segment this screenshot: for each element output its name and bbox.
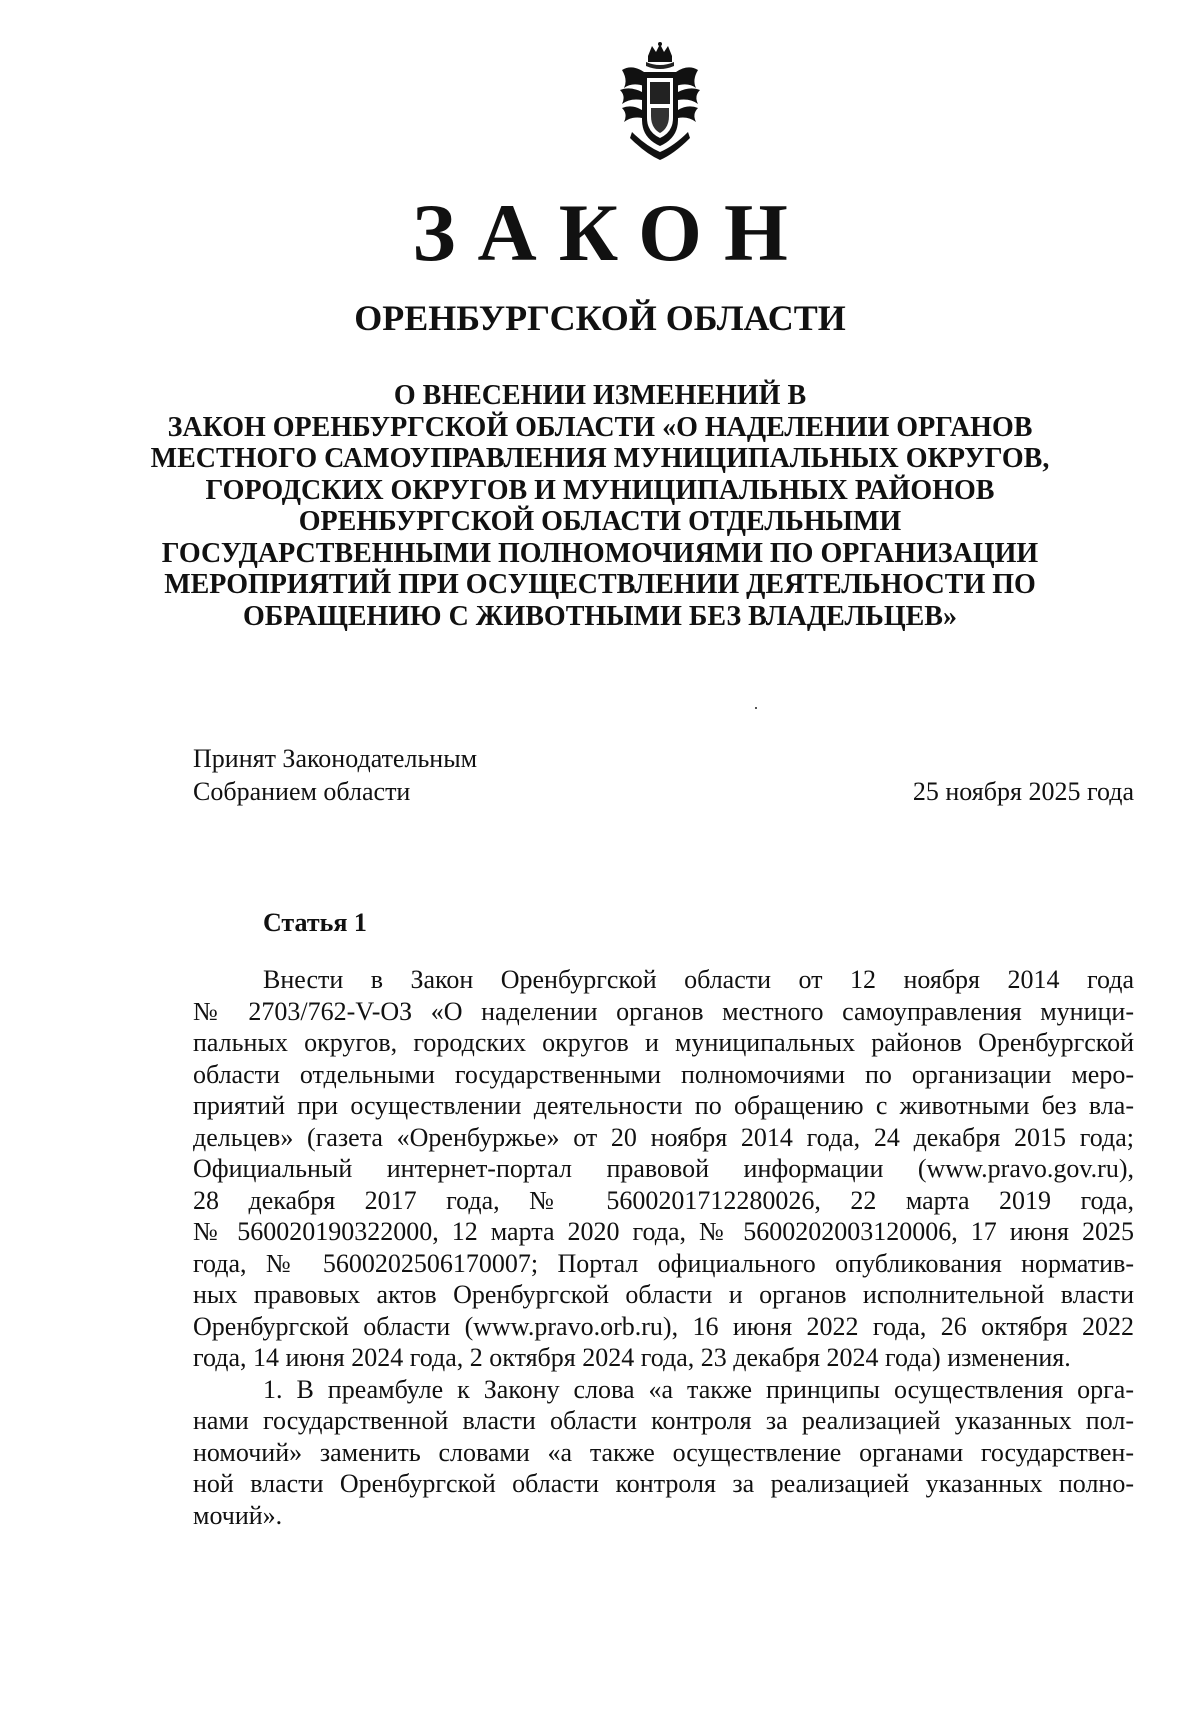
body-line: № 560020190322000, 12 марта 2020 года, № 5600202003120006, 17 июня 2025 bbox=[193, 1217, 1134, 1246]
body-line: № 2703/762-V-ОЗ «О наделении органов местного самоуправления муници- bbox=[193, 996, 1134, 1026]
coat-of-arms-icon bbox=[618, 42, 702, 160]
body-line: приятий при осуществлении деятельности по обращению с животными без вла- bbox=[193, 1091, 1134, 1120]
title-line: ГОРОДСКИХ ОКРУГОВ И МУНИЦИПАЛЬНЫХ РАЙОНОВ bbox=[205, 474, 995, 506]
body-line: области отдельными государственными полномочиями по организации меро- bbox=[193, 1059, 1134, 1089]
title-line: О ВНЕСЕНИИ ИЗМЕНЕНИЙ В bbox=[393, 380, 807, 411]
body-line: мочий». bbox=[193, 1500, 283, 1530]
adoption-line: Собранием области bbox=[193, 777, 411, 806]
article-heading: Статья 1 bbox=[263, 908, 367, 937]
scan-speck bbox=[755, 707, 757, 709]
title-line: ОРЕНБУРГСКОЙ ОБЛАСТИ ОТДЕЛЬНЫМИ bbox=[298, 506, 902, 537]
body-line: нами государственной власти области контроля за реализацией указанных пол- bbox=[193, 1406, 1134, 1435]
body-line: пальных округов, городских округов и муниципальных районов Оренбургской bbox=[193, 1028, 1134, 1057]
title-line: ЗАКОН ОРЕНБУРГСКОЙ ОБЛАСТИ «О НАДЕЛЕНИИ ОРГАНОВ bbox=[167, 411, 1033, 443]
body-line: года, № 5600202506170007; Портал официального опубликования норматив- bbox=[193, 1248, 1134, 1278]
title-line: МЕСТНОГО САМОУПРАВЛЕНИЯ МУНИЦИПАЛЬНЫХ ОКРУГОВ, bbox=[150, 443, 1050, 474]
article-body bbox=[193, 964, 1134, 1531]
adoption-note bbox=[193, 742, 477, 808]
title-line: МЕРОПРИЯТИЙ ПРИ ОСУЩЕСТВЛЕНИИ ДЕЯТЕЛЬНОСТИ ПО bbox=[164, 569, 1036, 600]
document-region: ОРЕНБУРГСКОЙ ОБЛАСТИ bbox=[354, 298, 846, 338]
body-line: Внести в Закон Оренбургской области от 12 ноября 2014 года bbox=[263, 965, 1134, 994]
body-line: дельцев» (газета «Оренбуржье» от 20 ноября 2014 года, 24 декабря 2015 года; bbox=[193, 1122, 1134, 1152]
body-line: ных правовых актов Оренбургской области и органов исполнительной власти bbox=[193, 1280, 1134, 1309]
adoption-date: 25 ноября 2025 года bbox=[912, 777, 1134, 806]
body-line: года, 14 июня 2024 года, 2 октября 2024 года, 23 декабря 2024 года) изменения. bbox=[193, 1343, 1071, 1372]
body-line: Официальный интернет-портал правовой информации (www.pravo.gov.ru), bbox=[193, 1154, 1134, 1183]
body-line: Оренбургской области (www.pravo.orb.ru), 16 июня 2022 года, 26 октября 2022 bbox=[193, 1311, 1134, 1341]
title-line: ОБРАЩЕНИЮ С ЖИВОТНЫМИ БЕЗ ВЛАДЕЛЬЦЕВ» bbox=[243, 600, 957, 632]
document-type: ЗАКОН bbox=[412, 187, 810, 278]
document-title bbox=[150, 380, 1050, 632]
body-line: номочий» заменить словами «а также осуществление органами государствен- bbox=[193, 1437, 1134, 1467]
body-line: 28 декабря 2017 года, № 5600201712280026, 22 марта 2019 года, bbox=[193, 1185, 1134, 1215]
title-line: ГОСУДАРСТВЕННЫМИ ПОЛНОМОЧИЯМИ ПО ОРГАНИЗАЦИИ bbox=[161, 537, 1039, 569]
body-line: 1. В преамбуле к Закону слова «а также принципы осуществления орга- bbox=[263, 1374, 1134, 1404]
adoption-line: Принят Законодательным bbox=[193, 744, 478, 773]
body-line: ной власти Оренбургской области контроля за реализацией указанных полно- bbox=[193, 1469, 1134, 1498]
